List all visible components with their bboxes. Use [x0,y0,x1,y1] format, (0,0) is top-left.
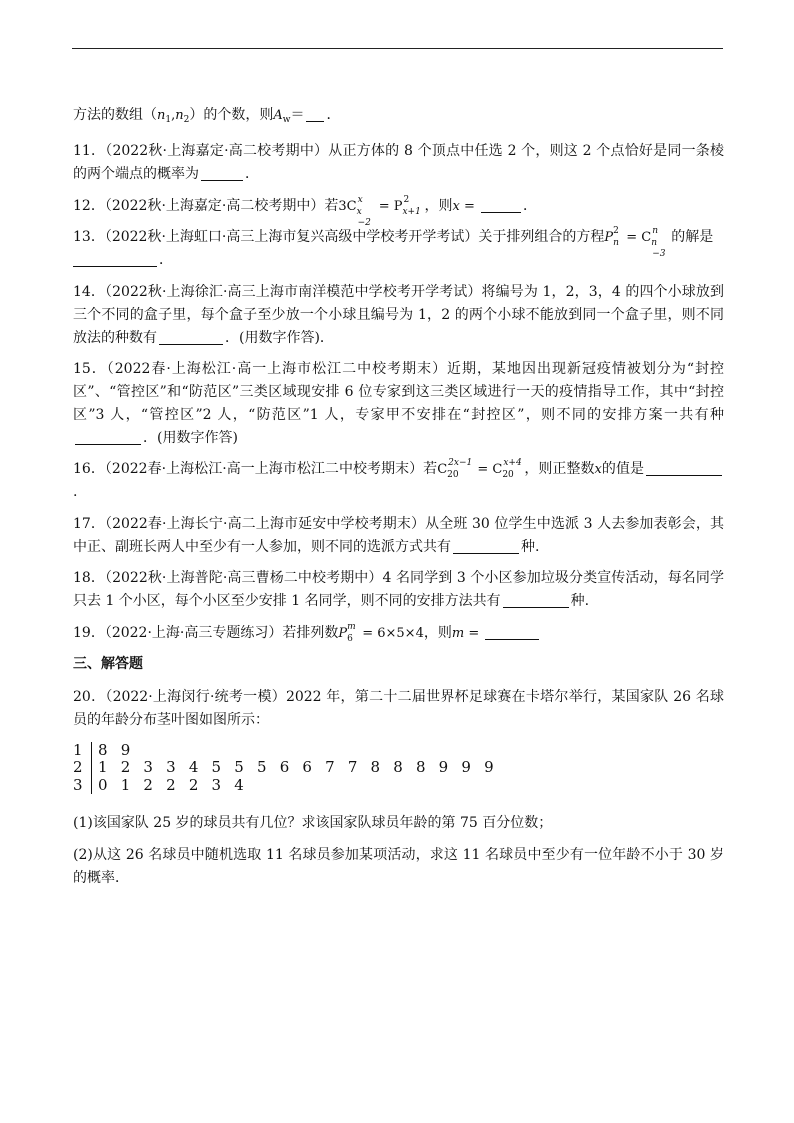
stem-row [73,742,724,760]
q12-x: x [452,198,460,214]
q13-text2: 的解是 [671,229,714,246]
q16-text2: ，则正整数 [524,461,595,478]
q13-sub2: n [651,238,657,249]
q10-period: ． [326,107,341,123]
q16-sup2: x+4 [503,458,522,469]
q10-comma: , [171,108,176,123]
stem-divider [91,777,92,795]
question-20 [73,686,724,732]
q11-period: ． [245,166,259,183]
q20-text: 20．（2022·上海闵行·统考一模）2022 年，第二十二届世界杯足球赛在卡塔尔举行，某国家队 26 名球员的年龄分布茎叶图如图所示： [73,688,724,728]
q13-period: ． [159,252,173,269]
q10-sub2: 2 [183,115,190,125]
answer-blank[interactable] [503,592,569,608]
question-15 [73,358,724,450]
question-20-part-1: (1)该国家队 25 岁的球员共有几位？求该国家队球员年龄的第 75 百分位数； [73,815,553,832]
answer-blank[interactable] [481,197,521,213]
q10-sub1: 1 [165,115,172,125]
q16-math-c1: C [437,462,448,478]
q12-equals: = [459,198,479,214]
question-18 [73,567,724,613]
q11-text: 11．（2022秋·上海嘉定·高二校考期中）从正方体的 8 个顶点中任选 2 个，则这 2 个点恰好是同一条棱的两个端点的概率为 [73,143,724,183]
q12-text2: ，则 [424,197,453,214]
q12-sub: x [356,206,362,217]
answer-blank[interactable] [75,429,141,445]
question-12 [73,194,724,228]
question-20-part-2: (2)从这 26 名球员中随机选取 11 名球员参加某项活动，求这 11 名球员中至少有一位年龄不小于 30 岁的概率． [73,846,724,886]
answer-blank[interactable] [73,251,157,267]
question-10-tail [73,104,724,132]
question-11 [73,140,724,186]
stem-key: 2 [73,758,83,777]
q16-x: x [594,462,602,478]
q12-period: ． [522,197,537,214]
answer-blank[interactable] [453,538,519,554]
q19-text2: ，则 [423,624,452,641]
q12-sup2: 2 [403,194,410,205]
stem-key: 3 [73,775,83,794]
q10-text: 方法的数组（ [73,107,157,123]
stem-leaves: 8 9 [98,740,135,759]
stem-leaves: 0 1 2 2 2 3 4 [98,775,249,794]
stem-leaves: 1 2 3 3 4 5 5 5 6 6 7 7 8 8 8 9 9 9 [98,758,498,777]
question-17 [73,513,724,559]
document-body [73,104,724,898]
answer-blank[interactable] [485,624,539,640]
q19-sup: m [347,621,356,632]
question-14 [73,281,724,350]
question-13 [73,226,724,272]
section-heading: 三、解答题 [73,655,143,672]
q13-sup2: n−3 [652,226,666,260]
q13-math-p: P [604,230,614,246]
q17-text2: 种. [521,538,540,555]
answer-blank[interactable] [306,106,324,122]
q19-text: 19．（2022·上海·高三专题练习）若排列数 [73,624,339,641]
stem-divider [91,759,92,777]
q14-text2: ．(用数字作答)． [225,329,334,346]
question-16 [73,458,724,504]
q12-sub2: x+1 [402,206,421,217]
q12-text: 12．（2022秋·上海嘉定·高二校考期中）若 [73,197,339,214]
q16-sub1: 20 [447,470,459,481]
q12-math-p: = P [374,198,403,214]
q10-equals: ＝ [290,107,305,123]
q19-m: m [451,625,465,641]
q12-sup: x−2 [357,194,371,228]
q16-sub2: 20 [502,470,514,481]
header-rule [72,48,723,49]
q13-text: 13．（2022秋·上海虹口·高三上海市复兴高级中学校考开学考试）关于排列组合的方程 [73,229,605,246]
stem-divider [91,742,92,760]
q13-sup: 2 [613,226,619,237]
stem-row [73,759,724,777]
q19-equals: = [464,625,484,641]
q13-sub: n [613,238,619,249]
q15-text: 15．（2022春·上海松江·高一上海市松江二中校考期末）近期，某地因出现新冠疫情被划分为“封控区”、“管控区”和“防范区”三类区域现安排 6 位专家到这三类区域进行一天的疫情指导工作，其中“封控区”3 人，“管控区”2 人，“防范区”1 人，专家甲不安排在“封控区”，则不同的安排方案一共有种 [73,360,724,423]
q18-text: 18．（2022秋·上海普陀·高三曹杨二中校考期中）4 名同学到 3 个小区参加垃圾分类宣传活动，每名同学只去 1 个小区，每个小区至少安排 1 名同学，则不同的安排方法共有 [73,570,724,610]
q16-period: . [73,484,78,501]
q16-sup1: 2x−1 [448,458,473,469]
answer-blank[interactable] [201,165,243,181]
q17-text: 17．（2022春·上海长宁·高二上海市延安中学校考期末）从全班 30 位学生中选派 3 人去参加表彰会，其中正、副班长两人中至少有一人参加，则不同的选派方式共有 [73,515,724,555]
answer-blank[interactable] [646,460,722,476]
q14-text: 14．（2022秋·上海徐汇·高三上海市南洋模范中学校考开学考试）将编号为 1，2，3，4 的四个小球放到三个不同的盒子里，每个盒子至少放一个小球且编号为 1，2 的两个小球不能放到同一个盒子里，则不同放法的种数有 [73,283,724,346]
stem-leaf-plot [73,742,724,795]
stem-row [73,777,724,795]
q12-math-c: 3C [338,198,357,214]
q13-math-c: = C [622,230,652,246]
answer-blank[interactable] [159,329,223,345]
q19-product: = 6×5×4 [358,625,424,641]
q18-text2: 种. [570,593,590,610]
question-19 [73,622,724,645]
q10-sub3: w [282,115,291,125]
q10-math-n2: n [175,108,184,123]
q15-text2: ．(用数字作答) [143,429,238,446]
q10-math-a: A [273,108,283,123]
q16-text3: 的值是 [601,461,645,478]
stem-key: 1 [73,740,83,759]
q19-math-p: P [338,625,348,641]
q19-sub: 6 [347,633,353,644]
q16-math-c2: = C [473,462,503,478]
q10-text2: ）的个数，则 [189,107,274,123]
q10-math-n1: n [157,108,166,123]
q16-text: 16．（2022春·上海松江·高一上海市松江二中校考期末）若 [73,461,438,478]
